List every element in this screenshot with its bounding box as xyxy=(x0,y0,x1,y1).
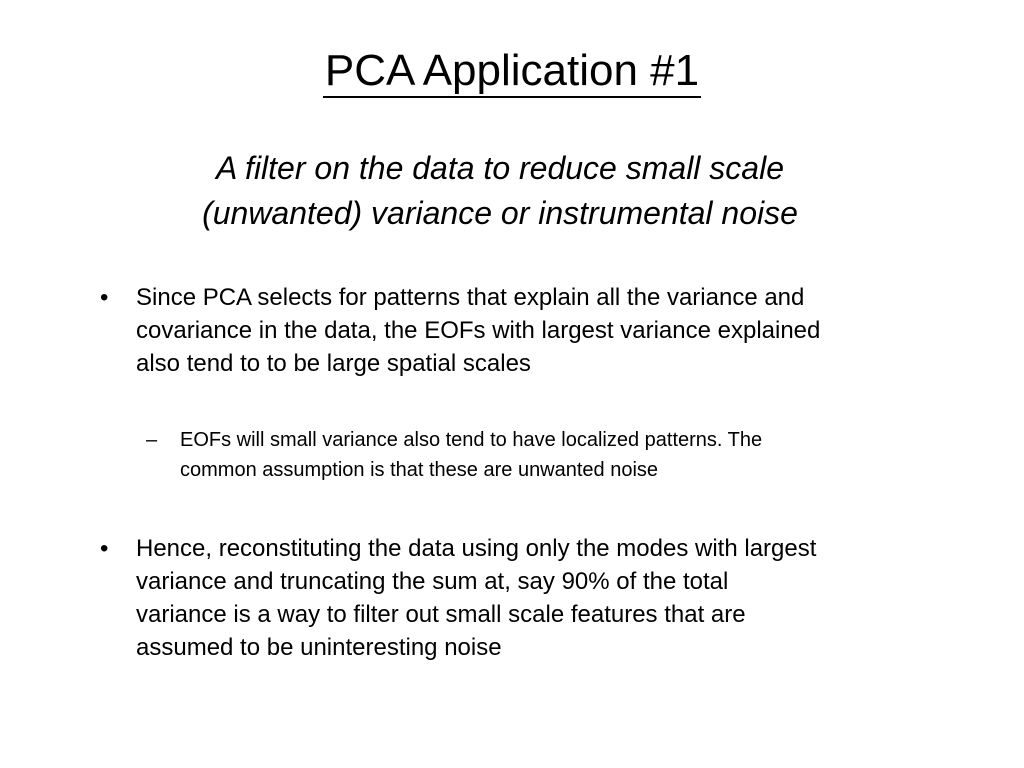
slide-subtitle xyxy=(0,146,1000,236)
subtitle-line: (unwanted) variance or instrumental noise xyxy=(202,195,798,231)
bullet-line: covariance in the data, the EOFs with largest variance explained xyxy=(136,317,821,344)
sub-bullet-line: EOFs will small variance also tend to have localized patterns. The xyxy=(180,429,763,451)
sub-bullet-text xyxy=(180,425,946,485)
sub-bullet-line: common assumption is that these are unwanted noise xyxy=(180,459,659,481)
subtitle-line: A filter on the data to reduce small scale xyxy=(216,150,784,186)
bullet-item-reconstitution xyxy=(100,532,950,664)
bullet-line: variance and truncating the sum at, say 90% of the total xyxy=(136,568,729,595)
sub-bullet-marker: – xyxy=(146,429,158,451)
bullet-line: Hence, reconstituting the data using only the modes with largest xyxy=(136,535,817,562)
bullet-text xyxy=(136,281,950,380)
bullet-marker: • xyxy=(100,284,109,311)
bullet-marker: • xyxy=(100,535,109,562)
bullet-line: Since PCA selects for patterns that explain all the variance and xyxy=(136,284,805,311)
bullet-line: also tend to to be large spatial scales xyxy=(136,350,531,377)
slide-title-text: PCA Application #1 xyxy=(323,46,701,98)
bullet-line: variance is a way to filter out small scale features that are xyxy=(136,601,746,628)
bullet-text xyxy=(136,532,950,664)
slide-title xyxy=(0,44,1024,98)
bullet-item-pca-patterns xyxy=(100,281,950,380)
bullet-line: assumed to be uninteresting noise xyxy=(136,634,502,661)
sub-bullet-item-small-variance xyxy=(146,425,946,485)
